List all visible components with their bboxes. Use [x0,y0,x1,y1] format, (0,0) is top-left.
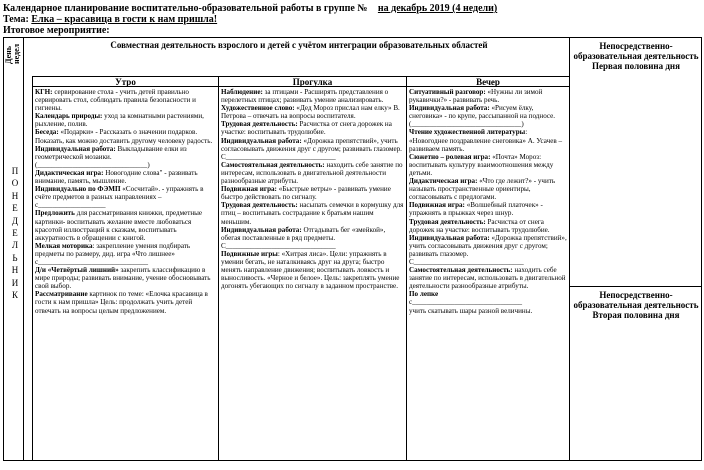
text-walk-3-text: «Дорожка препятствий», учить согласовывать движения друг с другом; развивать глазомер. [221,136,402,153]
plan-month: на декабрь 2019 (4 недели) [377,3,498,14]
morning-entry-9 [35,258,216,266]
text-table-day_letters-10: К [11,290,18,301]
morning-entry-4 [35,161,216,169]
text-walk-8-text: Отгадывать бег «змейкой», обегая поставленные в ряд предметы. [221,225,386,242]
final-event: Итоговое мероприятие: [3,25,110,36]
walk-entry-6 [221,185,404,201]
evening-entry-7 [409,218,567,234]
joint-activity-header: Совместная деятельность взрослого и детей с учётом интеграции образовательных областей [110,40,488,50]
theme-label: Тема: [3,14,29,25]
walk-entry-3 [221,137,404,153]
evening-entry-0 [409,88,567,104]
evening-entry-10 [409,266,567,290]
text-morning-11-text: картинок по теме: «Елочка красавица в гости к нам пришла» Цель: продолжать учить детей отвечать на вопросы целым предложением. [35,290,208,315]
morning-entry-1 [35,112,216,128]
walk-entry-9 [221,242,404,250]
text-morning-1-label: Календарь природы: [35,112,103,121]
text-evening-1-text: «Рисуем ёлку, снеговика» - по крупе, рассыпанной на подносе. [409,104,556,121]
text-evening-12-text: с_______________________________ [409,298,523,307]
evening-entry-1 [409,104,567,120]
text-walk-1-text: «Дед Мороз прислал нам елку» В. Петрова – отвечать на вопросы воспитателя. [221,104,400,121]
second-half-day-label: Вторая половина дня [592,310,680,320]
walk-entry-2 [221,120,404,136]
plan-title-prefix: Календарное планирование воспитательно-образовательной работы в группе № [3,3,368,14]
text-walk-5-label: Самостоятельная деятельность: [221,160,325,169]
text-evening-11-label: По лепке [409,290,439,299]
text-evening-2-text: (_______________________________) [409,120,524,129]
col-header-walk: Прогулка [292,77,333,87]
text-morning-8-text: : закрепление умения подбирать предметы по размеру, дид. игра «Что лишнее» [35,241,191,258]
morning-entry-8 [35,242,216,258]
text-walk-1-label: Художественное слово: [221,104,295,113]
morning-entry-11 [35,290,216,314]
text-morning-4-text: (_______________________________) [35,160,150,169]
text-table-day_letters-4: Д [11,215,19,226]
direct-activity-header-first [572,41,700,71]
text-morning-2-label: Беседа: [35,128,59,137]
text-walk-10-label: Подвижные игры [221,249,278,258]
text-evening-3-text: : «Новогоднее поздравление снеговика» А. Усачев – развиваем память. [409,128,563,153]
morning-entry-3 [35,145,216,161]
text-evening-6-label: Подвижная игра: [409,201,465,210]
text-evening-10-text: находить себе занятие по интересам, использовать в двигательной деятельности разнообразные атрибуты. [409,266,566,291]
evening-entry-6 [409,201,567,217]
walk-entry-5 [221,161,404,185]
text-evening-13-text: учить скатывать шары разной величины. [409,306,533,315]
text-table-day_letters-9: И [11,277,19,288]
direct-activity-header-second [572,290,700,320]
morning-cell [35,88,216,459]
col-header-evening: Вечер [476,77,500,87]
text-morning-0-label: КГН: [35,88,53,96]
evening-cell [409,88,567,459]
text-evening-4-text: «Почта» Мороз: воспитывать культуру взаимоотношения между детьми. [409,152,554,177]
text-evening-8-label: Индивидуальная работа: [409,233,490,242]
text-morning-6-text: «Сосчитай». - упражнять в счёте предметов в разных направлениях – с___________________ [35,185,204,210]
evening-entry-9 [409,258,567,266]
evening-entry-5 [409,177,567,201]
plan-theme [3,14,217,25]
text-walk-0-label: Наблюдение: [221,88,263,96]
text-morning-8-label: Мелкая моторика [35,241,93,250]
text-table-day_letters-5: Е [12,228,18,239]
text-morning-5-text: Новогодние слова" - развивать внимание, память, мышление. [35,168,198,186]
text-table-day_letters-2: Н [11,190,19,201]
walk-entry-0 [221,88,404,104]
text-evening-7-label: Трудовая деятельность: [409,217,486,226]
walk-entry-10 [221,250,404,290]
text-evening-1-label: Индивидуальная работа: [409,104,490,113]
text-walk-10-text: : «Хитрая лиса». Цели: упражнять в умении бегать, не наталкиваясь друг на друга; быстро менять направление движения; воспитывать ловкость и выносливость. «Черное и белое». Цель: закреплять умение догонять убегающих по сигналу в заданном пространстве. [221,249,400,291]
text-evening-5-label: Дидактическая игра: [409,177,478,186]
text-morning-11-label: Рассматривание [35,290,88,299]
text-morning-3-text: Выкладывание елки из геометрической мозаики. [35,144,187,161]
day-name-monday [8,165,22,301]
text-evening-6-text: «Волшебный платочек» - упражнять в прыжках через шнур. [409,201,543,218]
morning-entry-7 [35,209,216,241]
text-evening-9-text: С_______________________________ [409,257,524,266]
evening-entry-4 [409,153,567,177]
morning-entry-0 [35,88,216,112]
text-morning-1-text: уход за комнатными растениями, рыхление, полив. [35,112,204,129]
text-morning-10-label: Д/и «Четвёртый лишний» [35,266,119,275]
col-header-morning: Утро [115,77,136,87]
text-evening-8-text: «Дорожка препятствий», учить согласовывать движения друг с другом; развивать глазомер. [409,233,567,258]
text-walk-9-text: С_______________________________ [221,241,336,250]
text-table-day_letters-1: О [11,178,19,189]
walk-entry-7 [221,201,404,225]
direct-activity-title-second: Непосредственно-образовательная деятельность [573,290,699,310]
text-walk-7-label: Трудовая деятельность: [221,201,298,210]
text-walk-7-text: насыпать семечки в кормушку для птиц – воспитывать сострадание к братьям нашим меньшим. [221,201,404,226]
morning-entry-6 [35,185,216,209]
text-walk-2-text: Расчистка от снега дорожек на участке: воспитывать трудолюбие. [221,120,392,137]
text-walk-2-label: Трудовая деятельность: [221,120,298,129]
walk-entry-1 [221,104,404,120]
text-table-day_letters-6: Л [11,240,19,251]
text-walk-5-text: находить себе занятие по интересам, использовать в двигательной деятельности разнообразные атрибуты. [221,160,403,186]
morning-entry-2 [35,128,216,144]
text-morning-9-text: с_______________________________ [35,257,149,266]
evening-entry-12 [409,298,567,306]
text-walk-8-label: Индивидуальная работа: [221,225,302,234]
text-table-day_letters-8: Н [11,265,19,276]
text-morning-3-label: Индивидуальная работа: [35,144,116,153]
text-morning-10-text: закрепить классификацию в мире природы; развивать внимание, учение обосновывать свой выбор. [35,266,211,291]
text-walk-6-label: Подвижная игра: [221,185,277,194]
text-evening-4-label: Сюжетно – ролевая игра: [409,152,491,161]
evening-entry-11 [409,290,567,298]
text-evening-10-label: Самостоятельная деятельность: [409,266,513,275]
text-morning-5-label: Дидактическая игра: [35,168,104,177]
day-column-header: День недел [4,43,21,64]
text-morning-7-label: Предложить [35,209,75,218]
text-morning-0-text: сервирование стола - учить детей правильно сервировать стол, соблюдать правила безопасности и гигиены. [35,88,196,113]
text-evening-0-text: «Нужны ли зимой рукавички?» - развивать речь. [409,88,543,105]
text-walk-0-text: за птицами - Расширять представления о перелетных птицах; развивать умение анализировать. [221,88,389,105]
plan-title [3,3,497,14]
morning-entry-10 [35,266,216,290]
text-morning-6-label: Индивидуально по ФЭМП [35,185,121,194]
text-table-day_letters-3: Е [12,203,18,214]
text-evening-0-label: Ситуативный разговор: [409,88,486,96]
text-table-day_letters-0: П [11,166,19,176]
evening-entry-8 [409,234,567,258]
walk-entry-8 [221,226,404,242]
text-walk-4-text: С_______________________________ [221,152,336,161]
text-morning-7-text: для рассматривания книжки, предметные картинки- воспитывать желание вместе любоваться красотой иллюстраций к сказкам, воспитывать аккуратность в обращении с книгой. [35,209,203,242]
text-walk-6-text: «Быстрые ветры» - развивать умение быстро действовать по сигналу. [221,185,391,202]
text-table-day_letters-7: Ь [12,252,18,263]
direct-activity-title-first: Непосредственно-образовательная деятельность [573,41,699,61]
text-evening-3-label: Чтение художественной литературы [409,128,526,137]
evening-entry-2 [409,120,567,128]
evening-entry-3 [409,128,567,152]
text-morning-2-text: «Подарки» - Рассказать о значении подарков. Показать, как можно доставить другому человеку радость. [35,128,213,145]
walk-entry-4 [221,153,404,161]
text-walk-3-label: Индивидуальная работа: [221,136,302,145]
text-evening-7-text: Расчистка от снега дорожек на участке: воспитывать трудолюбие. [409,217,550,234]
morning-entry-5 [35,169,216,185]
evening-entry-13 [409,307,567,315]
text-evening-5-text: «Что где лежит?» - учить называть пространственные ориентиры, согласовывать с предлогами. [409,177,556,202]
first-half-day-label: Первая половина дня [592,61,680,71]
theme-value: Елка – красавица в гости к нам пришла! [31,14,218,25]
walk-cell [221,88,404,459]
